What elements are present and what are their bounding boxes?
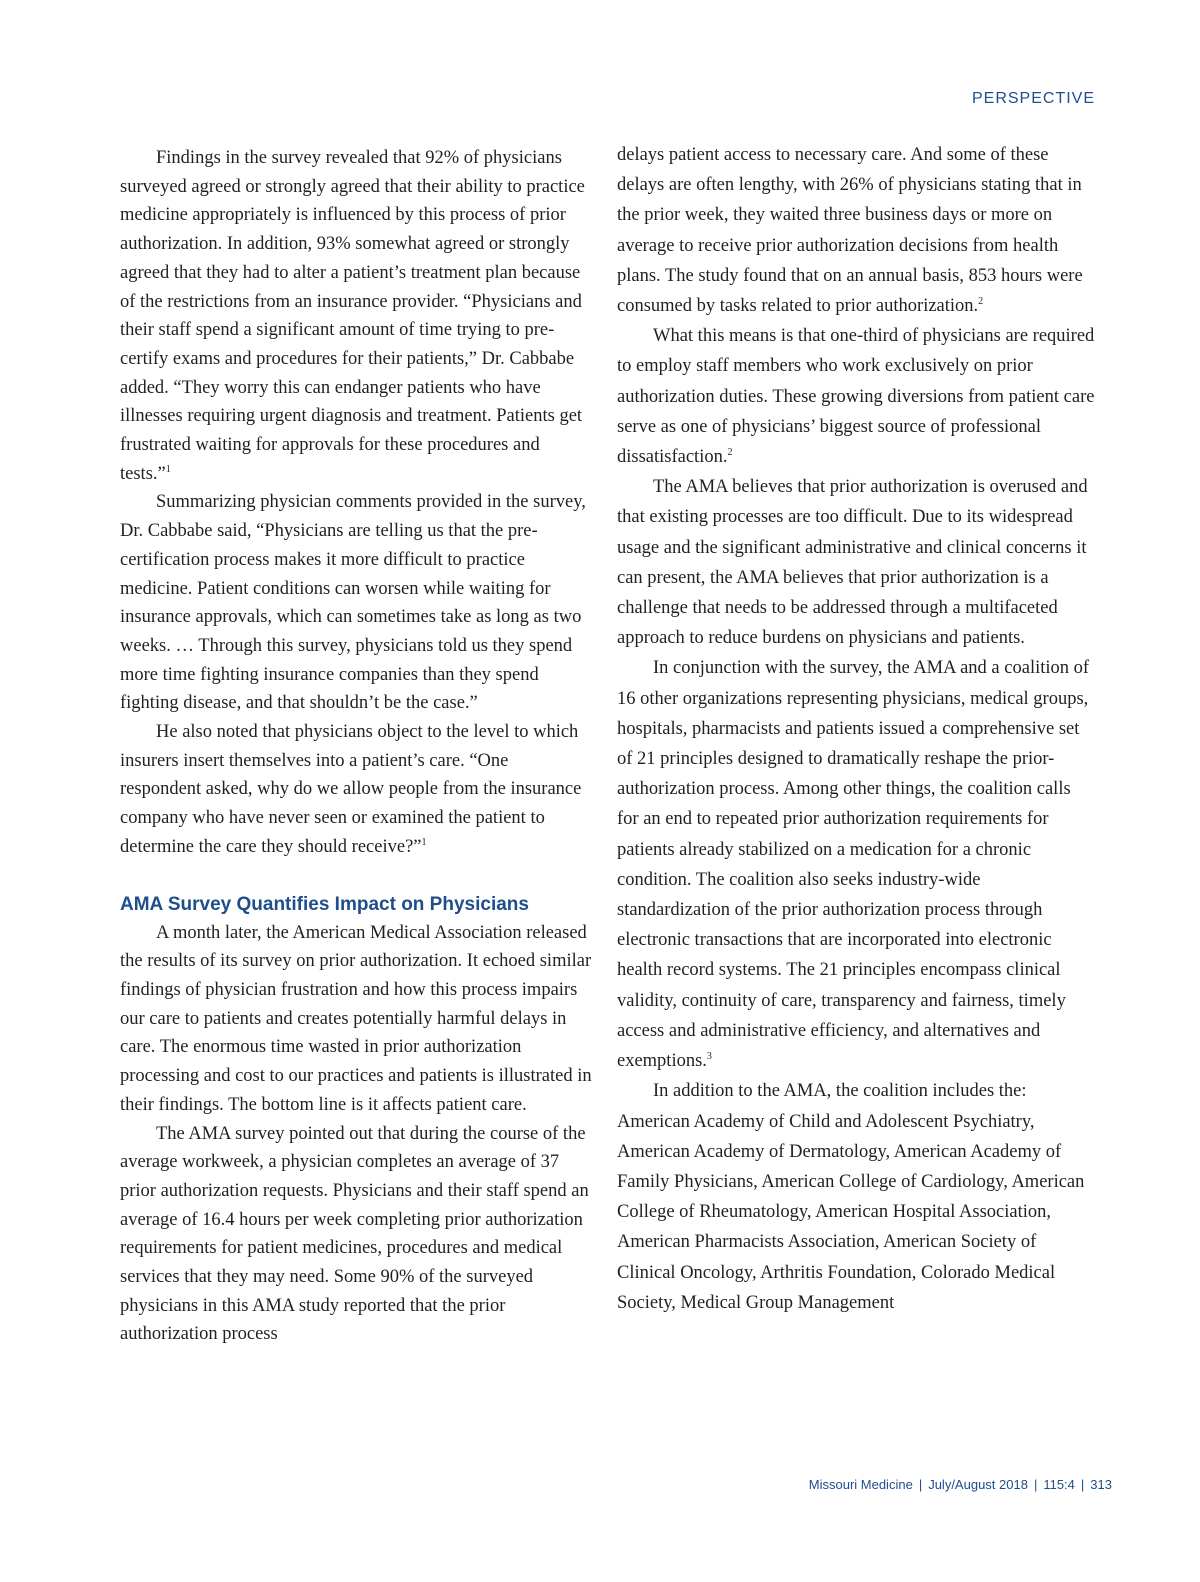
paragraph-text: He also noted that physicians object to the level to which insurers insert themselves into a patient’s care. “One respondent asked, why do we allow people from the insurance company who have never seen or examined the patient to determine the care they should receive?”: [120, 722, 582, 857]
paragraph: [617, 140, 1095, 321]
page-footer: [809, 1477, 1112, 1492]
paragraph: In addition to the AMA, the coalition includes the: American Academy of Child and Adolescent Psychiatry, American Academy of Dermatology, American Academy of Family Physicians, American College of Cardiology, American College of Rheumatology, American Hospital Association, American Pharmacists Association, American Society of Clinical Oncology, Arthritis Foundation, Colorado Medical Society, Medical Group Management: [617, 1081, 1085, 1313]
footer-separator: |: [1080, 1477, 1085, 1492]
journal-name: Missouri Medicine: [808, 1477, 913, 1492]
reference-superscript: 2: [727, 447, 733, 459]
reference-superscript: 1: [421, 836, 427, 848]
right-column: [617, 140, 1095, 1318]
paragraph: [120, 144, 592, 488]
paragraph: [617, 321, 1095, 472]
paragraph: Summarizing physician comments provided in the survey, Dr. Cabbabe said, “Physicians are telling us that the pre-certification process makes it more difficult to practice medicine. Patient conditions can worsen while waiting for insurance approvals, which can sometimes take as long as two weeks. … Through this survey, physicians told us they spend more time fighting insurance companies than they spend fighting disease, and that shouldn’t be the case.”: [120, 492, 586, 714]
issue-date: July/August 2018: [928, 1477, 1028, 1492]
paragraph-text: delays patient access to necessary care. And some of these delays are often lengthy, with 26% of physicians stating that in the prior week, they waited three business days or more on average to receive prior authorization decisions from health plans. The study found that on an annual basis, 853 hours were consumed by tasks related to prior authorization.: [617, 145, 1083, 317]
paragraph-text: Findings in the survey revealed that 92% of physicians surveyed agreed or strongly agreed that their ability to practice medicine appropriately is influenced by this process of prior authorization. In addition, 93% somewhat agreed or strongly agreed that they had to alter a patient’s treatment plan because of the restrictions from an insurance provider. “Physicians and their staff spend a significant amount of time trying to pre-certify exams and procedures for their patients,” Dr. Cabbabe added. “They worry this can endanger patients who have illnesses requiring urgent diagnosis and treatment. Patients get frustrated waiting for approvals for these procedures and tests.”: [120, 148, 585, 484]
footer-separator: |: [1033, 1477, 1038, 1492]
left-column: [120, 144, 592, 1349]
paragraph: The AMA survey pointed out that during the course of the average workweek, a physician completes an average of 37 prior authorization requests. Physicians and their staff spend an average of 16.4 hours per week completing prior authorization requirements for patient medicines, procedures and medical services that they may need. Some 90% of the surveyed physicians in this AMA study reported that the prior authorization process: [120, 1123, 589, 1345]
paragraph: A month later, the American Medical Association released the results of its survey on prior authorization. It echoed similar findings of physician frustration and how this process impairs our care to patients and creates potentially harmful delays in care. The enormous time wasted in prior authorization processing and cost to our practices and patients is illustrated in their findings. The bottom line is it affects patient care.: [120, 922, 592, 1115]
reference-superscript: 1: [165, 463, 171, 475]
section-label: PERSPECTIVE: [971, 90, 1095, 107]
page-number: 313: [1090, 1477, 1112, 1492]
reference-superscript: 2: [978, 296, 984, 308]
reference-superscript: 3: [706, 1051, 712, 1063]
section-heading: AMA Survey Quantifies Impact on Physicians: [120, 893, 529, 915]
volume-issue: 115:4: [1043, 1477, 1075, 1492]
paragraph-text: In conjunction with the survey, the AMA and a coalition of 16 other organizations representing physicians, medical groups, hospitals, pharmacists and patients issued a comprehensive set of 21 principles designed to dramatically reshape the prior-authorization process. Among other things, the coalition calls for an end to repeated prior authorization requirements for patients already stabilized on a medication for a chronic condition. The coalition also seeks industry-wide standardization of the prior authorization process through electronic transactions that are incorporated into electronic health record systems. The 21 principles encompass clinical validity, continuity of care, transparency and fairness, timely access and administrative efficiency, and alternatives and exemptions.: [617, 658, 1090, 1072]
paragraph-text: What this means is that one-third of physicians are required to employ staff members who work exclusively on prior authorization duties. These growing diversions from patient care serve as one of physicians’ biggest source of professional dissatisfaction.: [617, 326, 1095, 468]
paragraph: The AMA believes that prior authorization is overused and that existing processes are too difficult. Due to its widespread usage and the significant administrative and clinical concerns it can present, the AMA believes that prior authorization is a challenge that needs to be addressed through a multifaceted approach to reduce burdens on physicians and patients.: [617, 477, 1088, 649]
footer-separator: |: [918, 1477, 923, 1492]
paragraph: [120, 718, 592, 862]
paragraph: [617, 653, 1095, 1076]
